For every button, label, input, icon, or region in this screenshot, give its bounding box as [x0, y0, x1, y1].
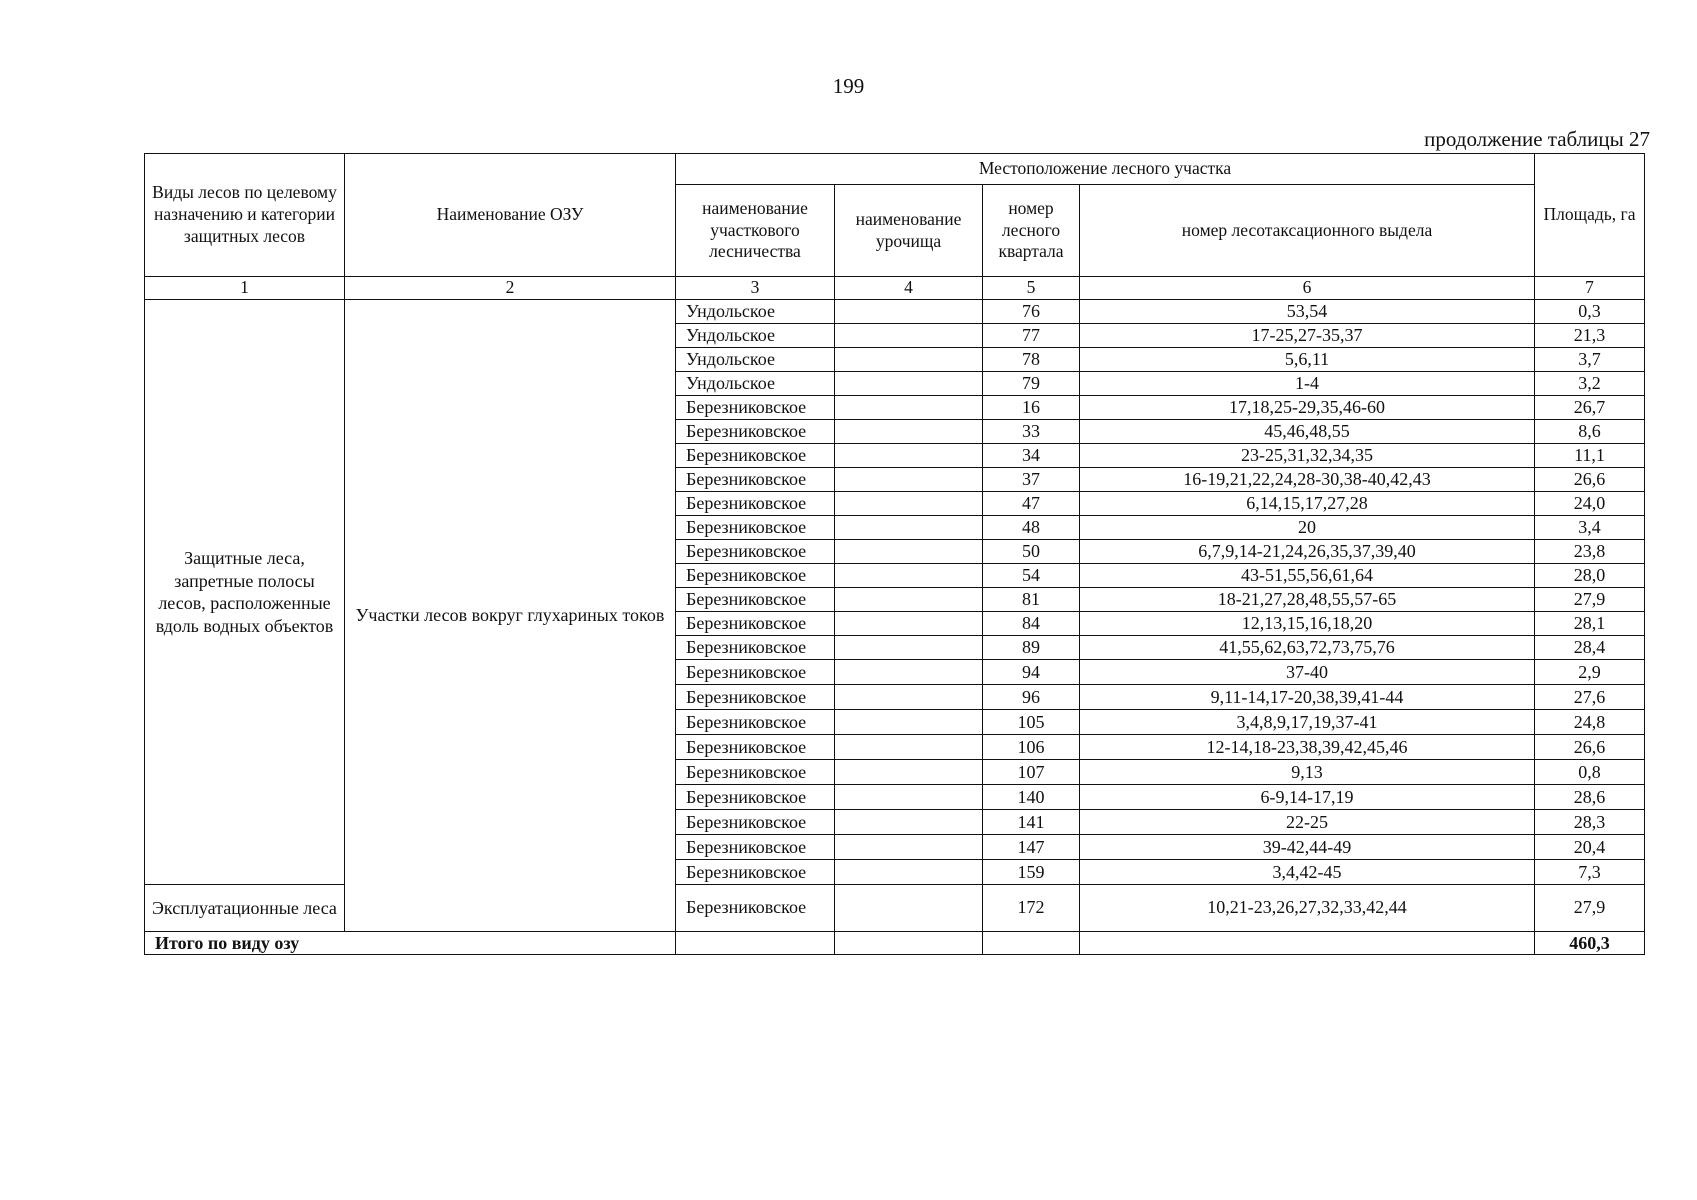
plots-cell: 12,13,15,16,18,20: [1080, 612, 1535, 636]
area-cell: 28,6: [1535, 785, 1645, 810]
area-cell: 24,0: [1535, 492, 1645, 516]
quarter-cell: 172: [983, 885, 1080, 932]
forestry-cell: Березниковское: [676, 810, 835, 835]
tract-cell: [835, 372, 983, 396]
forestry-cell: Березниковское: [676, 444, 835, 468]
area-cell: 28,3: [1535, 810, 1645, 835]
area-cell: 24,8: [1535, 710, 1645, 735]
forest-plots-table: [144, 153, 1645, 955]
plots-cell: 43-51,55,56,61,64: [1080, 564, 1535, 588]
area-cell: 26,7: [1535, 396, 1645, 420]
quarter-cell: 78: [983, 348, 1080, 372]
tract-cell: [835, 636, 983, 660]
plots-cell: 6,7,9,14-21,24,26,35,37,39,40: [1080, 540, 1535, 564]
header-area: Площадь, га: [1535, 154, 1645, 277]
quarter-cell: 147: [983, 835, 1080, 860]
quarter-cell: 141: [983, 810, 1080, 835]
category-exploitation-forests: Эксплуатационные леса: [145, 885, 345, 932]
area-cell: 21,3: [1535, 324, 1645, 348]
header-ozu-name: Наименование ОЗУ: [345, 154, 676, 277]
tract-cell: [835, 835, 983, 860]
page-number: 199: [832, 74, 865, 98]
quarter-cell: 105: [983, 710, 1080, 735]
plots-cell: 22-25: [1080, 810, 1535, 835]
area-cell: 28,1: [1535, 612, 1645, 636]
plots-cell: 5,6,11: [1080, 348, 1535, 372]
tract-cell: [835, 348, 983, 372]
tract-cell: [835, 660, 983, 685]
area-cell: 0,3: [1535, 300, 1645, 324]
plots-cell: 37-40: [1080, 660, 1535, 685]
table-header: [145, 154, 1645, 300]
total-empty-cell: [835, 932, 983, 955]
tract-cell: [835, 564, 983, 588]
quarter-cell: 89: [983, 636, 1080, 660]
column-number: 2: [345, 277, 676, 300]
tract-cell: [835, 885, 983, 932]
total-empty-cell: [983, 932, 1080, 955]
header-location-group: Местоположение лесного участка: [676, 154, 1535, 185]
forestry-cell: Ундольское: [676, 324, 835, 348]
forestry-cell: Березниковское: [676, 612, 835, 636]
forestry-cell: Березниковское: [676, 835, 835, 860]
tract-cell: [835, 300, 983, 324]
total-empty-cell: [676, 932, 835, 955]
plots-cell: 53,54: [1080, 300, 1535, 324]
header-forestry: наименование участкового лесничества: [676, 185, 835, 277]
tract-cell: [835, 760, 983, 785]
area-cell: 11,1: [1535, 444, 1645, 468]
tract-cell: [835, 588, 983, 612]
tract-cell: [835, 516, 983, 540]
area-cell: 8,6: [1535, 420, 1645, 444]
ozu-name-cell: Участки лесов вокруг глухариных токов: [345, 300, 676, 932]
tract-cell: [835, 710, 983, 735]
category-protective-forests: Защитные леса, запретные полосы лесов, расположенные вдоль водных объектов: [145, 300, 345, 885]
quarter-cell: 48: [983, 516, 1080, 540]
plots-cell: 18-21,27,28,48,55,57-65: [1080, 588, 1535, 612]
plots-cell: 17,18,25-29,35,46-60: [1080, 396, 1535, 420]
area-cell: 27,9: [1535, 588, 1645, 612]
quarter-cell: 77: [983, 324, 1080, 348]
area-cell: 28,4: [1535, 636, 1645, 660]
tract-cell: [835, 444, 983, 468]
plots-cell: 20: [1080, 516, 1535, 540]
area-cell: 2,9: [1535, 660, 1645, 685]
forestry-cell: Березниковское: [676, 785, 835, 810]
forestry-cell: Березниковское: [676, 660, 835, 685]
forestry-cell: Березниковское: [676, 492, 835, 516]
area-cell: 3,7: [1535, 348, 1645, 372]
forestry-cell: Березниковское: [676, 636, 835, 660]
area-cell: 0,8: [1535, 760, 1645, 785]
column-number: 6: [1080, 277, 1535, 300]
forestry-cell: Березниковское: [676, 588, 835, 612]
tract-cell: [835, 685, 983, 710]
quarter-cell: 37: [983, 468, 1080, 492]
plots-cell: 3,4,42-45: [1080, 860, 1535, 885]
forestry-cell: Ундольское: [676, 372, 835, 396]
forestry-cell: Березниковское: [676, 760, 835, 785]
quarter-cell: 159: [983, 860, 1080, 885]
column-number: 5: [983, 277, 1080, 300]
header-row-top: [145, 154, 1645, 185]
plots-cell: 16-19,21,22,24,28-30,38-40,42,43: [1080, 468, 1535, 492]
forestry-cell: Ундольское: [676, 348, 835, 372]
table-row: [145, 300, 1645, 324]
area-cell: 7,3: [1535, 860, 1645, 885]
area-cell: 23,8: [1535, 540, 1645, 564]
header-quarter: номер лесного квартала: [983, 185, 1080, 277]
plots-cell: 6,14,15,17,27,28: [1080, 492, 1535, 516]
quarter-cell: 50: [983, 540, 1080, 564]
quarter-cell: 106: [983, 735, 1080, 760]
forestry-cell: Березниковское: [676, 885, 835, 932]
quarter-cell: 33: [983, 420, 1080, 444]
column-number: 1: [145, 277, 345, 300]
forestry-cell: Березниковское: [676, 540, 835, 564]
plots-cell: 12-14,18-23,38,39,42,45,46: [1080, 735, 1535, 760]
total-empty-cell: [1080, 932, 1535, 955]
header-tract: наименование урочища: [835, 185, 983, 277]
area-cell: 27,6: [1535, 685, 1645, 710]
plots-cell: 41,55,62,63,72,73,75,76: [1080, 636, 1535, 660]
quarter-cell: 34: [983, 444, 1080, 468]
plots-cell: 3,4,8,9,17,19,37-41: [1080, 710, 1535, 735]
forestry-cell: Березниковское: [676, 468, 835, 492]
column-number: 3: [676, 277, 835, 300]
quarter-cell: 107: [983, 760, 1080, 785]
area-cell: 28,0: [1535, 564, 1645, 588]
quarter-cell: 140: [983, 785, 1080, 810]
table-continuation-label: продолжение таблицы 27: [1424, 127, 1650, 151]
quarter-cell: 96: [983, 685, 1080, 710]
plots-cell: 9,13: [1080, 760, 1535, 785]
table-body: [145, 300, 1645, 955]
tract-cell: [835, 492, 983, 516]
tract-cell: [835, 324, 983, 348]
tract-cell: [835, 810, 983, 835]
tract-cell: [835, 396, 983, 420]
total-area: 460,3: [1535, 932, 1645, 955]
plots-cell: 6-9,14-17,19: [1080, 785, 1535, 810]
plots-cell: 17-25,27-35,37: [1080, 324, 1535, 348]
quarter-cell: 16: [983, 396, 1080, 420]
forestry-cell: Ундольское: [676, 300, 835, 324]
tract-cell: [835, 468, 983, 492]
header-column-numbers: [145, 277, 1645, 300]
tract-cell: [835, 735, 983, 760]
tract-cell: [835, 785, 983, 810]
plots-cell: 9,11-14,17-20,38,39,41-44: [1080, 685, 1535, 710]
forestry-cell: Березниковское: [676, 685, 835, 710]
tract-cell: [835, 540, 983, 564]
quarter-cell: 79: [983, 372, 1080, 396]
forestry-cell: Березниковское: [676, 735, 835, 760]
quarter-cell: 54: [983, 564, 1080, 588]
area-cell: 3,4: [1535, 516, 1645, 540]
area-cell: 27,9: [1535, 885, 1645, 932]
area-cell: 20,4: [1535, 835, 1645, 860]
area-cell: 26,6: [1535, 468, 1645, 492]
tract-cell: [835, 420, 983, 444]
area-cell: 26,6: [1535, 735, 1645, 760]
tract-cell: [835, 612, 983, 636]
forestry-cell: Березниковское: [676, 516, 835, 540]
forestry-cell: Березниковское: [676, 710, 835, 735]
forestry-cell: Березниковское: [676, 564, 835, 588]
header-forest-type: Виды лесов по целевому назначению и категории защитных лесов: [145, 154, 345, 277]
quarter-cell: 47: [983, 492, 1080, 516]
forestry-cell: Березниковское: [676, 420, 835, 444]
header-plots: номер лесотаксационного выдела: [1080, 185, 1535, 277]
column-number: 7: [1535, 277, 1645, 300]
forestry-cell: Березниковское: [676, 860, 835, 885]
quarter-cell: 81: [983, 588, 1080, 612]
plots-cell: 45,46,48,55: [1080, 420, 1535, 444]
total-label: Итого по виду озу: [145, 932, 676, 955]
table-total-row: [145, 932, 1645, 955]
forestry-cell: Березниковское: [676, 396, 835, 420]
area-cell: 3,2: [1535, 372, 1645, 396]
quarter-cell: 76: [983, 300, 1080, 324]
quarter-cell: 94: [983, 660, 1080, 685]
plots-cell: 23-25,31,32,34,35: [1080, 444, 1535, 468]
quarter-cell: 84: [983, 612, 1080, 636]
plots-cell: 10,21-23,26,27,32,33,42,44: [1080, 885, 1535, 932]
tract-cell: [835, 860, 983, 885]
plots-cell: 1-4: [1080, 372, 1535, 396]
column-number: 4: [835, 277, 983, 300]
plots-cell: 39-42,44-49: [1080, 835, 1535, 860]
